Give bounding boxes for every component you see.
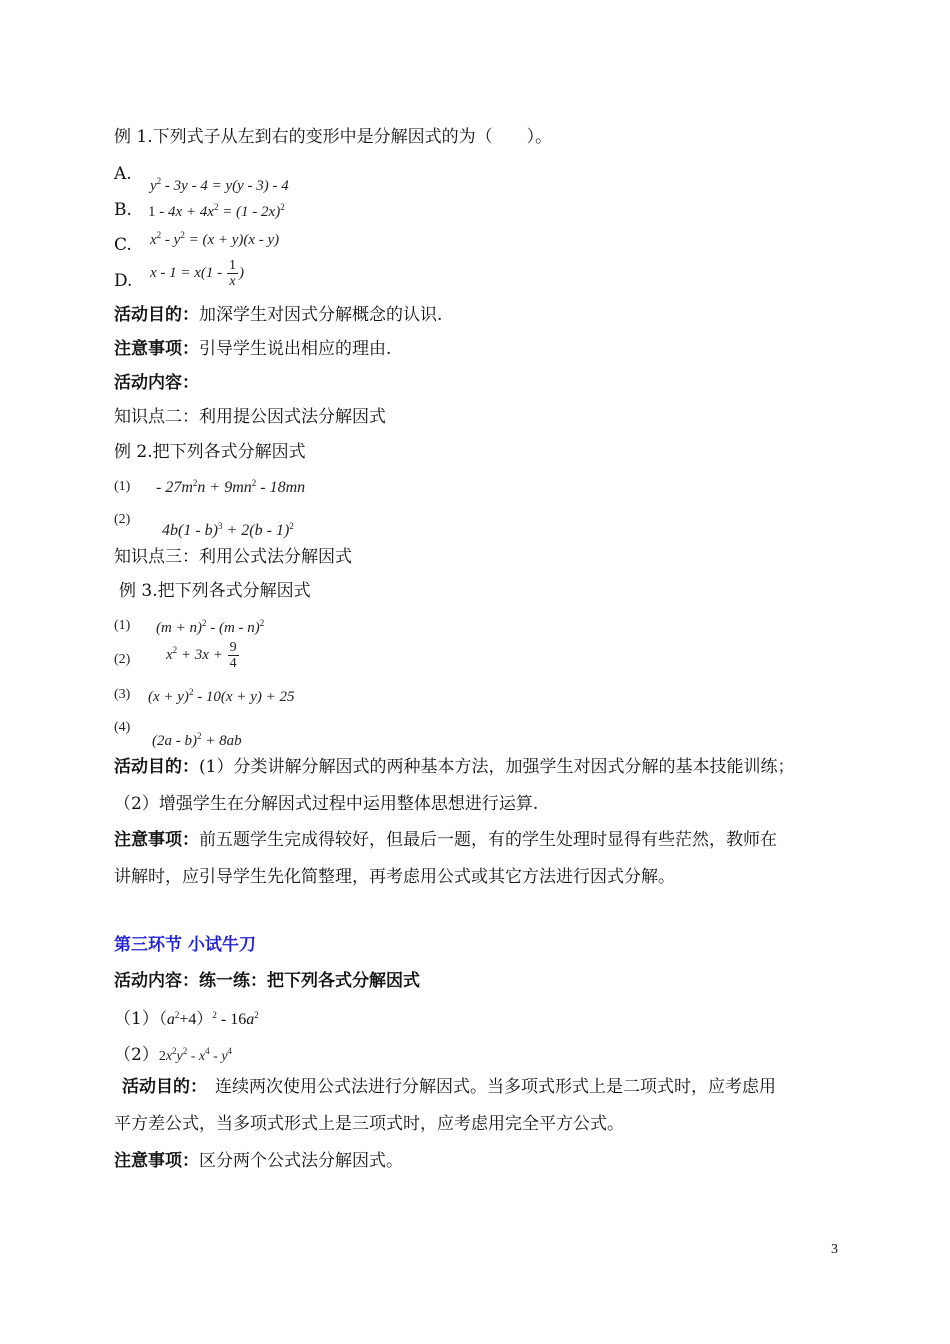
kp3-title: 知识点三：利用公式法分解因式 [114, 547, 352, 567]
section3-notes-label: 注意事项： [114, 1151, 199, 1171]
option-a-label: A. [114, 164, 132, 184]
section3-notes-text: 区分两个公式法分解因式。 [199, 1151, 403, 1171]
kp3-item3-num: (3) [114, 687, 131, 702]
section3-content-label: 活动内容：练一练：把下列各式分解因式 [114, 971, 420, 991]
kp2-item2-formula: 4b(1 - b)$^3$ + 2(b - 1)$^2$ [162, 521, 294, 539]
purpose-line [114, 304, 442, 326]
exercise2-num: （2） [114, 1045, 159, 1065]
option-c-label: C. [114, 235, 132, 255]
notes-text: 引导学生说出相应的理由. [199, 339, 392, 359]
block2-notes-line1 [114, 829, 777, 851]
kp3-example: 例 3.把下列各式分解因式 [119, 581, 311, 601]
exercise1 [114, 1004, 259, 1031]
exercise1-num: （1） [114, 1009, 159, 1029]
option-a-formula: $y^2 - 3y - 4 = y(y - 3) - 4$ [150, 176, 289, 194]
notes-line [114, 338, 391, 360]
purpose-label: 活动目的： [114, 305, 199, 325]
kp3-item4-formula: (2a - b)$^2$ + 8ab [152, 731, 242, 749]
content-label: 活动内容： [114, 373, 199, 393]
purpose-text: 加深学生对因式分解概念的认识. [199, 305, 443, 325]
kp2-item1-formula: - $27m^2n + 9mn^2 - 18mn$ [156, 478, 306, 496]
option-d-formula: x - 1 = x(1 - $\frac{1}{x}$ ) [150, 258, 244, 289]
block2-purpose-line2: （2）增强学生在分解因式过程中运用整体思想进行运算. [114, 794, 539, 814]
block2-purpose-text1: (1）分类讲解分解因式的两种基本方法，加强学生对因式分解的基本技能训练； [199, 757, 795, 777]
kp3-item3-formula: $(x + y)^2 - 10(x + y) + 25$ [148, 687, 295, 705]
page-number: 3 [831, 1242, 838, 1257]
option-c-formula: $x^2 - y^2 = (x + y)(x - y)$ [150, 230, 280, 248]
kp2-title: 知识点二：利用提公因式法分解因式 [114, 407, 386, 427]
exercise1-formula: $(a^2+4)^2 - 16a^2$ [158, 1010, 259, 1028]
option-b-label: B. [114, 200, 132, 220]
notes-label: 注意事项： [114, 339, 199, 359]
section3-purpose-text1: 连续两次使用公式法进行分解因式。当多项式形式上是二项式时，应考虑用 [215, 1077, 776, 1097]
section3-notes-line [114, 1150, 403, 1172]
kp3-item1-num: (1) [114, 618, 131, 633]
kp3-item4-num: (4) [114, 720, 131, 735]
option-b-formula: $1 - 4x + 4x^2 = (1 - 2x)^2$ [148, 202, 285, 220]
section3-purpose-line2: 平方差公式，当多项式形式上是三项式时，应考虑用完全平方公式。 [114, 1114, 624, 1134]
section3-purpose-line1 [122, 1076, 776, 1098]
section3-heading: 第三环节 小试牛刀 [114, 935, 256, 955]
option-d-label: D. [114, 271, 133, 291]
kp2-item2-num: (2) [114, 512, 131, 527]
example1-question: 例 1.下列式子从左到右的变形中是分解因式的为（ ）。 [114, 127, 553, 147]
exercise2-formula: $2x^2y^2 - x^4 - y^4$ [158, 1046, 233, 1064]
kp3-item2-num: (2) [114, 652, 131, 667]
kp2-example: 例 2.把下列各式分解因式 [114, 442, 306, 462]
block2-notes-text1: 前五题学生完成得较好，但最后一题，有的学生处理时显得有些茫然，教师在 [199, 830, 777, 850]
kp3-item2-formula: $x^2 + 3x$ + $\frac{9}{4}$ [166, 640, 237, 671]
block2-notes-line2: 讲解时，应引导学生先化简整理，再考虑用公式或其它方法进行因式分解。 [114, 867, 675, 887]
exercise2 [114, 1040, 232, 1068]
kp2-item1-num: (1) [114, 479, 131, 494]
block2-notes-label: 注意事项： [114, 830, 199, 850]
block2-purpose-label: 活动目的： [114, 757, 199, 777]
section3-purpose-label: 活动目的： [122, 1077, 207, 1097]
block2-purpose-line1 [114, 756, 794, 778]
kp3-item1-formula: $(m + n)^2 - (m - n)^2$ [156, 618, 265, 636]
